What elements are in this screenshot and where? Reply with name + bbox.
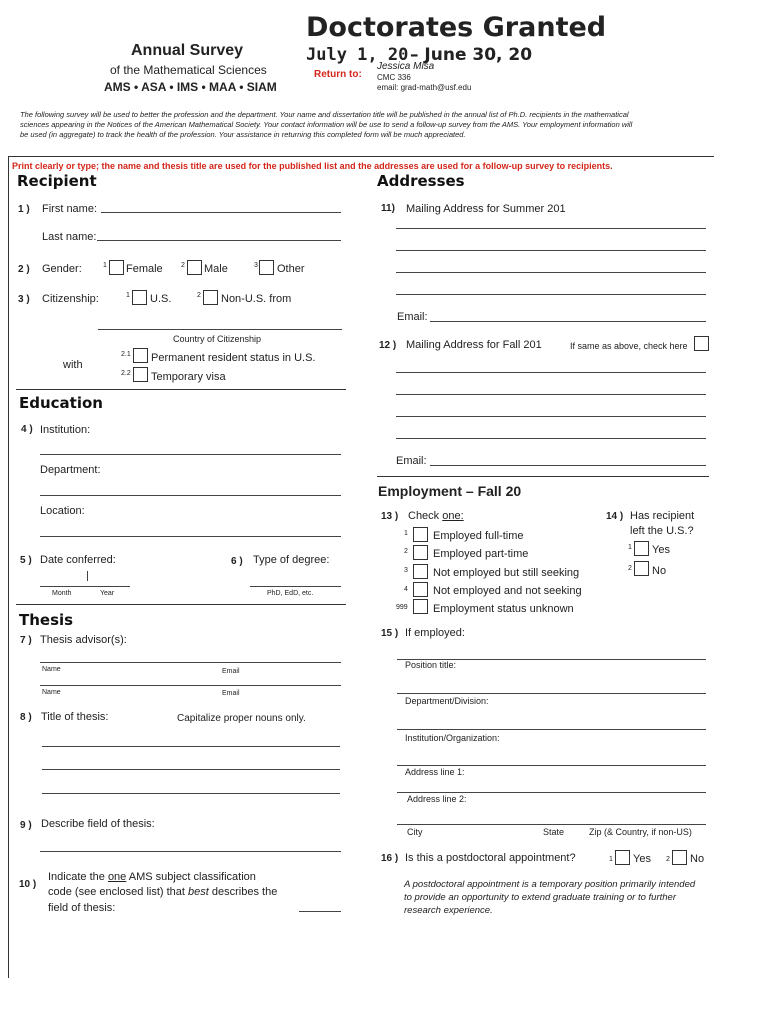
ams-line-1-a: Indicate the bbox=[48, 871, 108, 883]
with-label: with bbox=[63, 359, 83, 371]
main-title: Doctorates Granted bbox=[306, 12, 607, 43]
ams-line-2-best: best bbox=[188, 886, 209, 898]
ams-line-1-c: AMS subject classification bbox=[126, 871, 256, 883]
female-checkbox[interactable] bbox=[109, 260, 124, 275]
postdoc-def-3: research experience. bbox=[404, 905, 493, 916]
opt5-number: 999 bbox=[396, 604, 408, 611]
check-one-label bbox=[408, 510, 464, 522]
recipient-heading: Recipient bbox=[17, 172, 97, 190]
opt4-number: 4 bbox=[404, 586, 408, 593]
check-one-b: one: bbox=[442, 510, 464, 522]
addr1-label: Address line 1: bbox=[405, 767, 465, 777]
advisor2-field[interactable] bbox=[40, 685, 341, 686]
other-checkbox[interactable] bbox=[259, 260, 274, 275]
other-number: 3 bbox=[254, 262, 258, 269]
left-yes-checkbox[interactable] bbox=[634, 541, 649, 556]
employment-heading: Employment – Fall 20 bbox=[378, 483, 522, 499]
degree-type-label: Type of degree: bbox=[253, 554, 330, 566]
q1-number: 1 ) bbox=[18, 204, 30, 215]
us-checkbox[interactable] bbox=[132, 290, 147, 305]
q13-number: 13 ) bbox=[381, 511, 399, 522]
summer-line-2[interactable] bbox=[396, 250, 706, 251]
recipient-divider bbox=[16, 389, 346, 390]
if-employed-label: If employed: bbox=[405, 627, 465, 639]
dept-label: Department/Division: bbox=[405, 696, 489, 706]
year-label: Year bbox=[100, 590, 115, 597]
q5-number: 5 ) bbox=[20, 555, 32, 566]
perm-label: Permanent resident status in U.S. bbox=[151, 352, 316, 364]
pd-no-label: No bbox=[690, 853, 705, 865]
opt4-label: Not employed and not seeking bbox=[433, 585, 582, 597]
education-divider bbox=[16, 604, 346, 605]
first-name-label: First name: bbox=[42, 203, 98, 215]
left-no-checkbox[interactable] bbox=[634, 561, 649, 576]
month-label: Month bbox=[52, 590, 72, 597]
fall-label: Mailing Address for Fall 201 bbox=[406, 339, 542, 351]
addr2-label: Address line 2: bbox=[407, 794, 467, 804]
q7-number: 7 ) bbox=[20, 635, 32, 646]
position-label: Position title: bbox=[405, 660, 457, 670]
pd-no-number: 2 bbox=[666, 856, 670, 863]
left-yes-number: 1 bbox=[628, 544, 632, 551]
q14-number: 14 ) bbox=[606, 511, 624, 522]
opt1-number: 1 bbox=[404, 530, 408, 537]
date-range-end: – June 30, 20 bbox=[410, 45, 533, 65]
return-name: Jessica Misa bbox=[377, 61, 435, 72]
title-field-2[interactable] bbox=[42, 769, 340, 770]
return-label: Return to: bbox=[314, 69, 362, 80]
first-name-field[interactable] bbox=[101, 212, 341, 213]
survey-subtitle: of the Mathematical Sciences bbox=[110, 63, 267, 77]
us-label: U.S. bbox=[150, 293, 172, 305]
pd-no-checkbox[interactable] bbox=[672, 850, 687, 865]
summer-line-4[interactable] bbox=[396, 294, 706, 295]
advisor1-field[interactable] bbox=[40, 662, 341, 663]
pd-yes-checkbox[interactable] bbox=[615, 850, 630, 865]
check-one-a: Check bbox=[408, 510, 443, 522]
date-conferred-label: Date conferred: bbox=[40, 554, 116, 566]
ams-line-1-one: one bbox=[107, 871, 127, 883]
nonus-number: 2 bbox=[197, 292, 201, 299]
left-no-label: No bbox=[652, 565, 667, 577]
title-hint: Capitalize proper nouns only. bbox=[177, 713, 306, 724]
title-label: Title of thesis: bbox=[41, 711, 109, 723]
q10-number: 10 ) bbox=[19, 879, 37, 890]
department-field[interactable] bbox=[40, 495, 341, 496]
ams-code-field[interactable] bbox=[299, 911, 341, 912]
inst-field[interactable] bbox=[397, 729, 706, 730]
notice: Print clearly or type; the name and thesis title are used for the published list and the addresses are used for a follow-up survey to recipients. bbox=[12, 161, 613, 171]
opt2-checkbox[interactable] bbox=[413, 545, 428, 560]
ams-line-3: field of thesis: bbox=[48, 902, 116, 914]
postdoc-def-2: to provide an opportunity to extend graduate training or to further bbox=[404, 892, 676, 903]
intro-line-1: The following survey will be used to better the profession and the department. Your name and dissertation title will be published in the annual list of Ph.D. recipients in the mathematical bbox=[20, 110, 629, 119]
intro-line-3: be used (in aggregate) to track the health of the profession. Your assistance in returning this completed form will be much appreciated. bbox=[20, 130, 466, 139]
state-label: State bbox=[543, 827, 565, 837]
q4-number: 4 ) bbox=[21, 424, 33, 435]
q12-number: 12 ) bbox=[379, 340, 397, 351]
female-number: 1 bbox=[103, 262, 107, 269]
pd-yes-number: 1 bbox=[609, 856, 613, 863]
us-number: 1 bbox=[126, 292, 130, 299]
fall-line-2[interactable] bbox=[396, 394, 706, 395]
email2-label: Email: bbox=[396, 455, 427, 467]
title-field-1[interactable] bbox=[42, 746, 340, 747]
left-us-line-2: left the U.S.? bbox=[630, 525, 694, 537]
societies: AMS • ASA • IMS • MAA • SIAM bbox=[104, 80, 277, 94]
field-label: Describe field of thesis: bbox=[41, 818, 155, 830]
inst-label: Institution/Organization: bbox=[405, 733, 500, 743]
advisor2-email-label: Email bbox=[222, 690, 240, 697]
city-field[interactable] bbox=[397, 824, 706, 825]
ams-line-1 bbox=[48, 871, 256, 883]
temp-checkbox[interactable] bbox=[133, 367, 148, 382]
dept-field[interactable] bbox=[397, 693, 706, 694]
last-name-label: Last name: bbox=[42, 231, 97, 243]
institution-field[interactable] bbox=[40, 454, 341, 455]
last-name-field[interactable] bbox=[97, 240, 341, 241]
opt4-checkbox[interactable] bbox=[413, 582, 428, 597]
left-no-number: 2 bbox=[628, 565, 632, 572]
q8-number: 8 ) bbox=[20, 712, 32, 723]
other-label: Other bbox=[277, 263, 305, 275]
advisor1-email-label: Email bbox=[222, 668, 240, 675]
opt1-checkbox[interactable] bbox=[413, 527, 428, 542]
pd-yes-label: Yes bbox=[633, 853, 651, 865]
addresses-heading: Addresses bbox=[377, 172, 465, 190]
nonus-checkbox[interactable] bbox=[203, 290, 218, 305]
city-label: City bbox=[407, 827, 423, 837]
opt5-checkbox[interactable] bbox=[413, 599, 428, 614]
addr1-field[interactable] bbox=[397, 765, 706, 766]
zip-label: Zip (& Country, if non-US) bbox=[589, 827, 692, 837]
advisor1-name-label: Name bbox=[42, 666, 61, 673]
postdoc-label: Is this a postdoctoral appointment? bbox=[405, 852, 576, 864]
opt3-checkbox[interactable] bbox=[413, 564, 428, 579]
education-heading: Education bbox=[19, 394, 103, 412]
q3-number: 3 ) bbox=[18, 294, 30, 305]
institution-label: Institution: bbox=[40, 424, 91, 436]
perm-number: 2.1 bbox=[121, 351, 131, 358]
country-label: Country of Citizenship bbox=[173, 334, 262, 344]
field-input[interactable] bbox=[40, 851, 341, 852]
form-top-border bbox=[8, 156, 714, 157]
form-left-border bbox=[8, 156, 9, 978]
q9-number: 9 ) bbox=[20, 820, 32, 831]
fall-line-3[interactable] bbox=[396, 416, 706, 417]
male-number: 2 bbox=[181, 262, 185, 269]
fall-line-1[interactable] bbox=[396, 372, 706, 373]
temp-label: Temporary visa bbox=[151, 371, 226, 383]
degree-hint: PhD, EdD, etc. bbox=[267, 590, 314, 597]
left-yes-label: Yes bbox=[652, 544, 670, 556]
male-label: Male bbox=[204, 263, 228, 275]
addresses-divider bbox=[377, 476, 709, 477]
date-conferred-field[interactable] bbox=[40, 586, 130, 587]
ams-line-2-a: code (see enclosed list) that bbox=[48, 886, 189, 898]
opt3-number: 3 bbox=[404, 567, 408, 574]
female-label: Female bbox=[126, 263, 163, 275]
addr2-field[interactable] bbox=[397, 792, 706, 793]
survey-title: Annual Survey bbox=[131, 42, 244, 59]
q16-number: 16 ) bbox=[381, 853, 399, 864]
opt5-label: Employment status unknown bbox=[433, 603, 574, 615]
q2-number: 2 ) bbox=[18, 264, 30, 275]
postdoc-def-1: A postdoctoral appointment is a temporary position primarily intended bbox=[404, 879, 696, 890]
q15-number: 15 ) bbox=[381, 628, 399, 639]
male-checkbox[interactable] bbox=[187, 260, 202, 275]
opt3-label: Not employed but still seeking bbox=[433, 567, 580, 579]
q6-number: 6 ) bbox=[231, 556, 243, 567]
same-as-above-label: If same as above, check here bbox=[570, 341, 688, 351]
opt2-label: Employed part-time bbox=[433, 548, 529, 560]
date-range-start: July 1, 20 bbox=[306, 45, 409, 65]
summer-line-1[interactable] bbox=[396, 228, 706, 229]
ams-line-2-c: describes the bbox=[208, 886, 278, 898]
citizenship-label: Citizenship: bbox=[42, 293, 99, 305]
intro-line-2: sciences appearing in the Notices of the American Mathematical Society. Your contact information will be use to send a follow-up survey from the AMS. Your employment information will bbox=[20, 120, 633, 129]
advisors-label: Thesis advisor(s): bbox=[40, 634, 127, 646]
left-us-line-1: Has recipient bbox=[630, 510, 695, 522]
return-email: email: grad-math@usf.edu bbox=[377, 83, 472, 92]
temp-number: 2.2 bbox=[121, 370, 131, 377]
title-field-3[interactable] bbox=[42, 793, 340, 794]
degree-type-field[interactable] bbox=[250, 586, 341, 587]
email1-field[interactable] bbox=[430, 321, 706, 322]
return-office: CMC 336 bbox=[377, 73, 411, 82]
same-as-above-checkbox[interactable] bbox=[694, 336, 709, 351]
perm-checkbox[interactable] bbox=[133, 348, 148, 363]
department-label: Department: bbox=[40, 464, 101, 476]
email2-field[interactable] bbox=[430, 465, 706, 466]
q11-number: 11) bbox=[381, 203, 395, 214]
summer-label: Mailing Address for Summer 201 bbox=[406, 203, 566, 215]
location-field[interactable] bbox=[40, 536, 341, 537]
ams-line-2 bbox=[48, 886, 277, 898]
email1-label: Email: bbox=[397, 311, 428, 323]
gender-label: Gender: bbox=[42, 263, 82, 275]
advisor2-name-label: Name bbox=[42, 689, 61, 696]
opt1-label: Employed full-time bbox=[433, 530, 524, 542]
thesis-heading: Thesis bbox=[19, 611, 74, 629]
date-separator bbox=[87, 571, 88, 581]
nonus-label: Non-U.S. from bbox=[221, 293, 292, 305]
summer-line-3[interactable] bbox=[396, 272, 706, 273]
country-field[interactable] bbox=[98, 329, 342, 330]
location-label: Location: bbox=[40, 505, 85, 517]
fall-line-4[interactable] bbox=[396, 438, 706, 439]
opt2-number: 2 bbox=[404, 548, 408, 555]
